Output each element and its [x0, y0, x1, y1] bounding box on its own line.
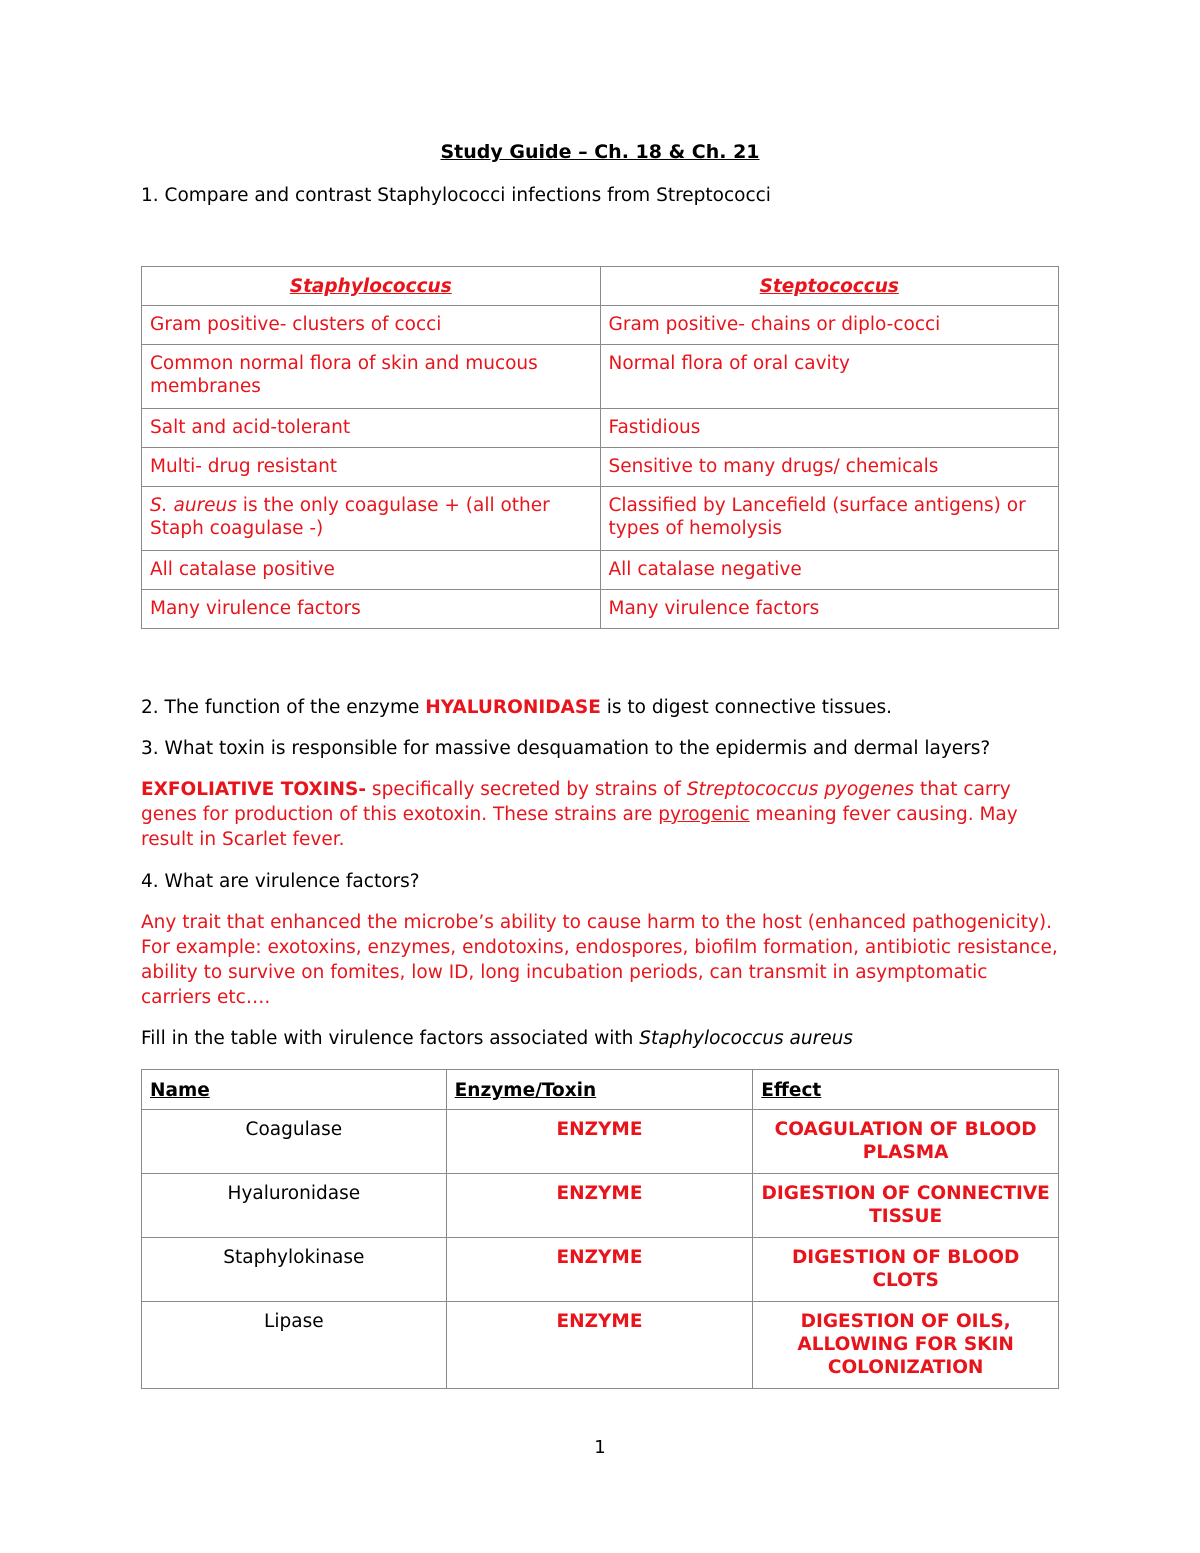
table-cell: DIGESTION OF CONNECTIVE TISSUE	[753, 1174, 1059, 1238]
header-staphylococcus: Staphylococcus	[142, 267, 601, 306]
q2-highlight: HYALURONIDASE	[425, 697, 601, 718]
fill-prompt-text: Fill in the table with virulence factors associated with	[141, 1028, 640, 1049]
table-cell: Fastidious	[600, 409, 1059, 448]
table-cell	[142, 487, 601, 551]
q2-suffix: is to digest connective tissues.	[600, 697, 893, 718]
question-1: 1. Compare and contrast Staphylococci infections from Streptococci	[141, 185, 771, 206]
q2-prefix: 2. The function of the enzyme	[141, 697, 426, 718]
table-cell: All catalase negative	[600, 551, 1059, 590]
table-cell: Normal flora of oral cavity	[600, 345, 1059, 409]
table-cell: Multi- drug resistant	[142, 448, 601, 487]
table-cell: Classified by Lancefield (surface antigens) or types of hemolysis	[600, 487, 1059, 551]
answer-4: Any trait that enhanced the microbe’s ability to cause harm to the host (enhanced pathogenicity). For example: exotoxins, enzymes, endotoxins, endospores, biofilm formation, antibiotic resistance, ability to survive on fomites, low ID, long incubation periods, can transmit in asymptomatic carriers etc….	[141, 912, 1058, 1008]
table-cell: DIGESTION OF OILS, ALLOWING FOR SKIN COLONIZATION	[753, 1302, 1059, 1389]
header-enzyme-toxin: Enzyme/Toxin	[446, 1070, 753, 1110]
table-header-row	[142, 267, 1059, 306]
a3-text: that carry genes for production of this exotoxin. These strains are	[141, 779, 1011, 825]
table-row	[142, 487, 1059, 551]
table-cell: Sensitive to many drugs/ chemicals	[600, 448, 1059, 487]
cell-text: is the only coagulase + (all other Staph coagulase -)	[150, 495, 550, 539]
header-streptococcus: Steptococcus	[600, 267, 1059, 306]
table-cell: Common normal flora of skin and mucous membranes	[142, 345, 601, 409]
a3-text: meaning fever causing. May result in Scarlet fever.	[141, 804, 1018, 850]
question-3: 3. What toxin is responsible for massive desquamation to the epidermis and dermal layers?	[141, 738, 991, 759]
table-row	[142, 409, 1059, 448]
table-row	[142, 306, 1059, 345]
a3-underlined: pyrogenic	[658, 804, 750, 825]
fill-prompt	[141, 1026, 1061, 1051]
table-cell: COAGULATION OF BLOOD PLASMA	[753, 1110, 1059, 1174]
table-cell: Salt and acid-tolerant	[142, 409, 601, 448]
table-cell: Many virulence factors	[600, 590, 1059, 629]
table-cell: Many virulence factors	[142, 590, 601, 629]
table-row	[142, 1302, 1059, 1389]
table-cell: Coagulase	[142, 1110, 447, 1174]
table-row	[142, 590, 1059, 629]
table-cell: Lipase	[142, 1302, 447, 1389]
answer-3	[141, 777, 1061, 852]
table-cell: DIGESTION OF BLOOD CLOTS	[753, 1238, 1059, 1302]
table-cell: All catalase positive	[142, 551, 601, 590]
a3-species: Streptococcus pyogenes	[686, 779, 915, 800]
table-cell: Hyaluronidase	[142, 1174, 447, 1238]
question-2	[141, 695, 1061, 720]
question-4: 4. What are virulence factors?	[141, 871, 420, 892]
table-cell: Staphylokinase	[142, 1238, 447, 1302]
table-row	[142, 551, 1059, 590]
table-cell: ENZYME	[446, 1110, 753, 1174]
table-row	[142, 1238, 1059, 1302]
header-effect: Effect	[753, 1070, 1059, 1110]
table-cell: ENZYME	[446, 1174, 753, 1238]
species-name: S. aureus	[150, 495, 237, 516]
table-row	[142, 448, 1059, 487]
a3-bold: EXFOLIATIVE TOXINS-	[141, 779, 367, 800]
table-cell: Gram positive- chains or diplo-cocci	[600, 306, 1059, 345]
table-header-row	[142, 1070, 1059, 1110]
table-cell: Gram positive- clusters of cocci	[142, 306, 601, 345]
table-cell: ENZYME	[446, 1238, 753, 1302]
fill-prompt-species: Staphylococcus aureus	[639, 1028, 853, 1049]
comparison-table	[141, 266, 1059, 629]
a3-text: specifically secreted by strains of	[366, 779, 687, 800]
page-title: Study Guide – Ch. 18 & Ch. 21	[440, 141, 760, 163]
table-row	[142, 1174, 1059, 1238]
table-row	[142, 1110, 1059, 1174]
header-name: Name	[142, 1070, 447, 1110]
page-number: 1	[594, 1437, 606, 1458]
virulence-table	[141, 1069, 1059, 1389]
table-cell: ENZYME	[446, 1302, 753, 1389]
table-row	[142, 345, 1059, 409]
